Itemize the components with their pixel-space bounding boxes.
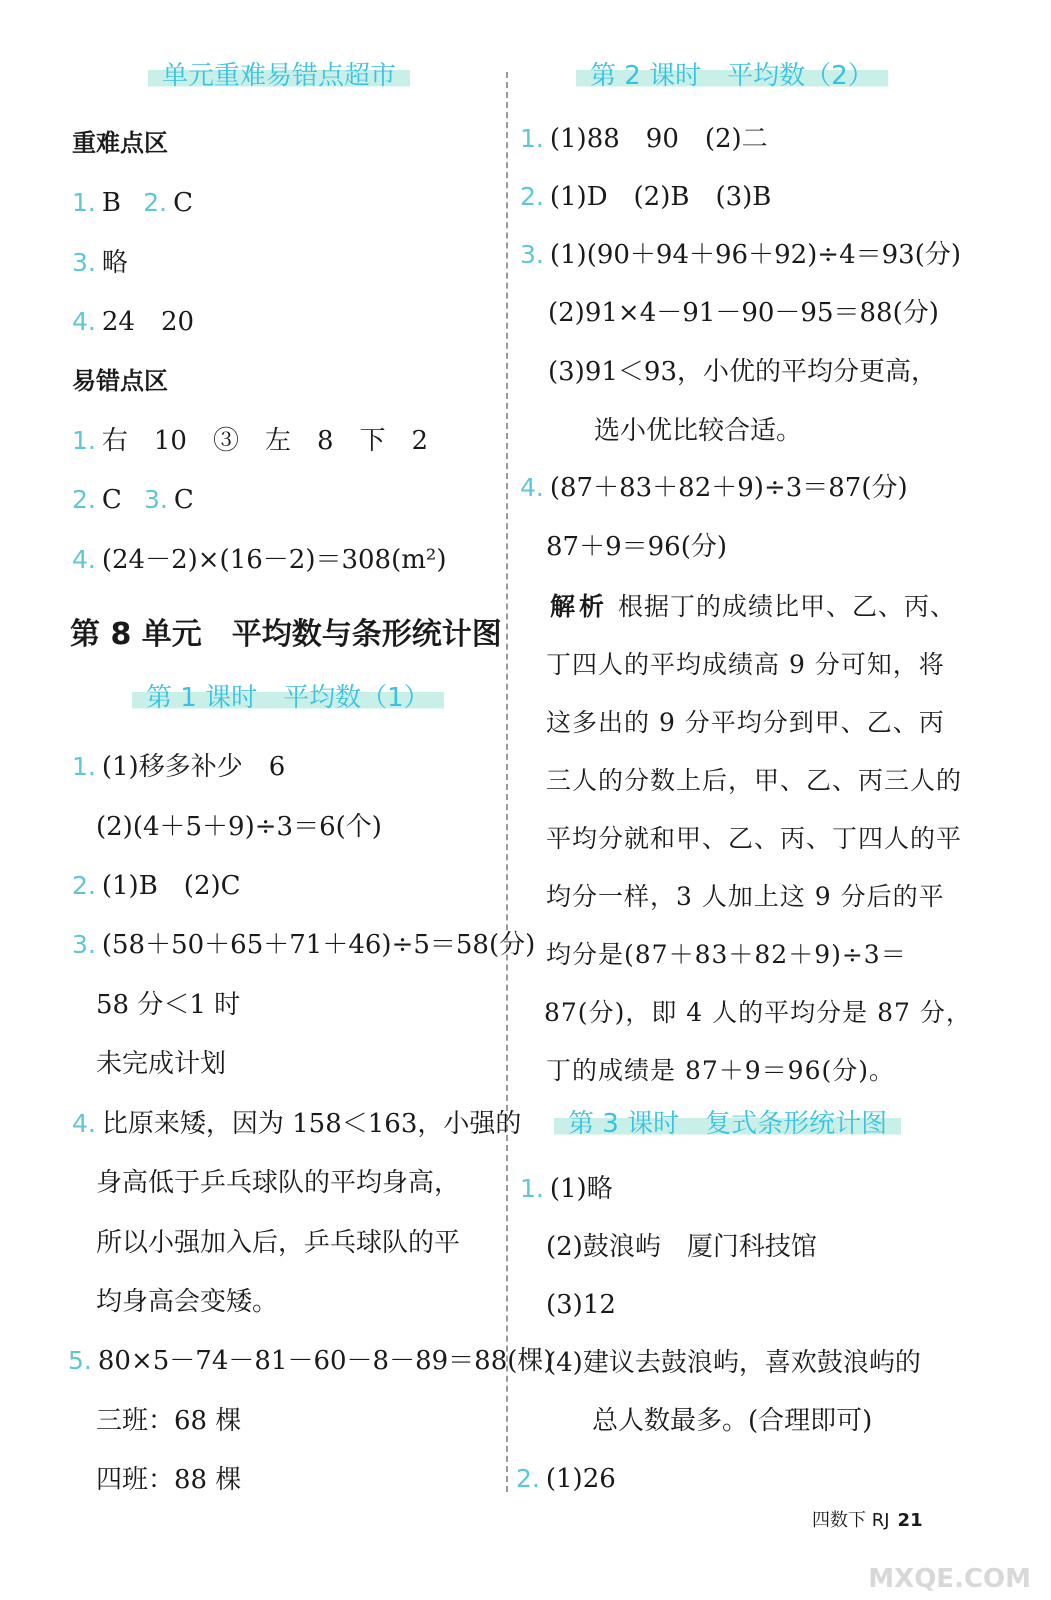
analysis-line: 均分一样，3 人加上这 9 分后的平: [546, 882, 945, 911]
lesson-title: 第 1 课时 平均数（1）: [132, 680, 444, 716]
answer-line: 4. (24－2)×(16－2)＝308(m²): [72, 545, 447, 575]
column-divider: [506, 72, 508, 1492]
answer-line: 身高低于乒乓球队的平均身高，: [96, 1168, 461, 1198]
answer-line: 未完成计划: [96, 1049, 227, 1079]
lesson-title: 第 2 课时 平均数（2）: [576, 58, 888, 94]
analysis-line: 丁的成绩是 87＋9＝96(分)。: [546, 1056, 895, 1085]
lesson-title: 第 3 课时 复式条形统计图: [554, 1106, 901, 1142]
page-footer: 四数下 RJ 21: [812, 1510, 923, 1531]
answer-line: 四班：88 棵: [96, 1465, 242, 1495]
answer-line: 所以小强加入后，乒乓球队的平: [96, 1228, 461, 1258]
heading-error-points: 易错点区: [72, 367, 168, 395]
answer-line: 1. B 2. C: [72, 188, 193, 218]
analysis-line: 三人的分数上后，甲、乙、丙三人的: [546, 766, 963, 795]
answer-line: (2)91×4－91－90－95＝88(分): [548, 298, 939, 328]
analysis-line: 解析 根据丁的成绩比甲、乙、丙、: [550, 592, 957, 621]
analysis-line: 丁四人的平均成绩高 9 分可知，将: [546, 650, 945, 679]
answer-line: 1. (1)88 90 (2)二: [520, 124, 768, 154]
answer-line: (2)(4＋5＋9)÷3＝6(个): [96, 812, 382, 842]
answer-line: 2. C 3. C: [72, 485, 194, 515]
answer-line: 1. 右 10 ③ 左 8 下 2: [72, 426, 429, 456]
answer-line: 选小优比较合适。: [594, 416, 803, 446]
answer-line: (3)12: [546, 1290, 616, 1320]
answer-line: (3)91＜93，小优的平均分更高，: [548, 357, 937, 387]
answer-line: 2. (1)26: [516, 1464, 616, 1494]
answer-line: 3. (1)(90＋94＋96＋92)÷4＝93(分): [520, 240, 962, 270]
analysis-line: 均分是(87＋83＋82＋9)÷3＝: [546, 940, 907, 969]
analysis-line: 平均分就和甲、乙、丙、丁四人的平: [546, 824, 963, 853]
answer-line: 4. 比原来矮，因为 158＜163，小强的: [72, 1109, 522, 1139]
answer-line: 三班：68 棵: [96, 1406, 242, 1436]
unit-title: 第 8 单元 平均数与条形统计图: [70, 617, 502, 652]
answer-line: 2. (1)D (2)B (3)B: [520, 182, 772, 212]
answer-line: 4. 24 20: [72, 307, 195, 337]
answer-line: (4)建议去鼓浪屿，喜欢鼓浪屿的: [546, 1348, 921, 1378]
answer-line: (2)鼓浪屿 厦门科技馆: [546, 1232, 817, 1262]
analysis-line: 87(分)，即 4 人的平均分是 87 分，: [544, 998, 972, 1027]
answer-line: 2. (1)B (2)C: [72, 871, 241, 901]
section-title-unit-review: 单元重难易错点超市: [148, 58, 410, 94]
answer-line: 3. (58＋50＋65＋71＋46)÷5＝58(分): [72, 930, 536, 960]
answer-line: 1. (1)略: [520, 1174, 613, 1204]
answer-line: 5. 80×5－74－81－60－8－89＝88(棵): [68, 1346, 554, 1376]
answer-line: 87＋9＝96(分): [546, 532, 727, 562]
watermark: MXQE.COM: [868, 1564, 1031, 1594]
answer-line: 1. (1)移多补少 6: [72, 752, 286, 782]
answer-line: 均身高会变矮。: [96, 1287, 279, 1317]
answer-line: 4. (87＋83＋82＋9)÷3＝87(分): [520, 473, 908, 503]
heading-key-points: 重难点区: [72, 129, 168, 157]
answer-line: 总人数最多。(合理即可): [592, 1406, 873, 1436]
answer-line: 58 分＜1 时: [96, 990, 241, 1020]
answer-line: 3. 略: [72, 248, 128, 278]
analysis-line: 这多出的 9 分平均分到甲、乙、丙: [546, 708, 945, 737]
